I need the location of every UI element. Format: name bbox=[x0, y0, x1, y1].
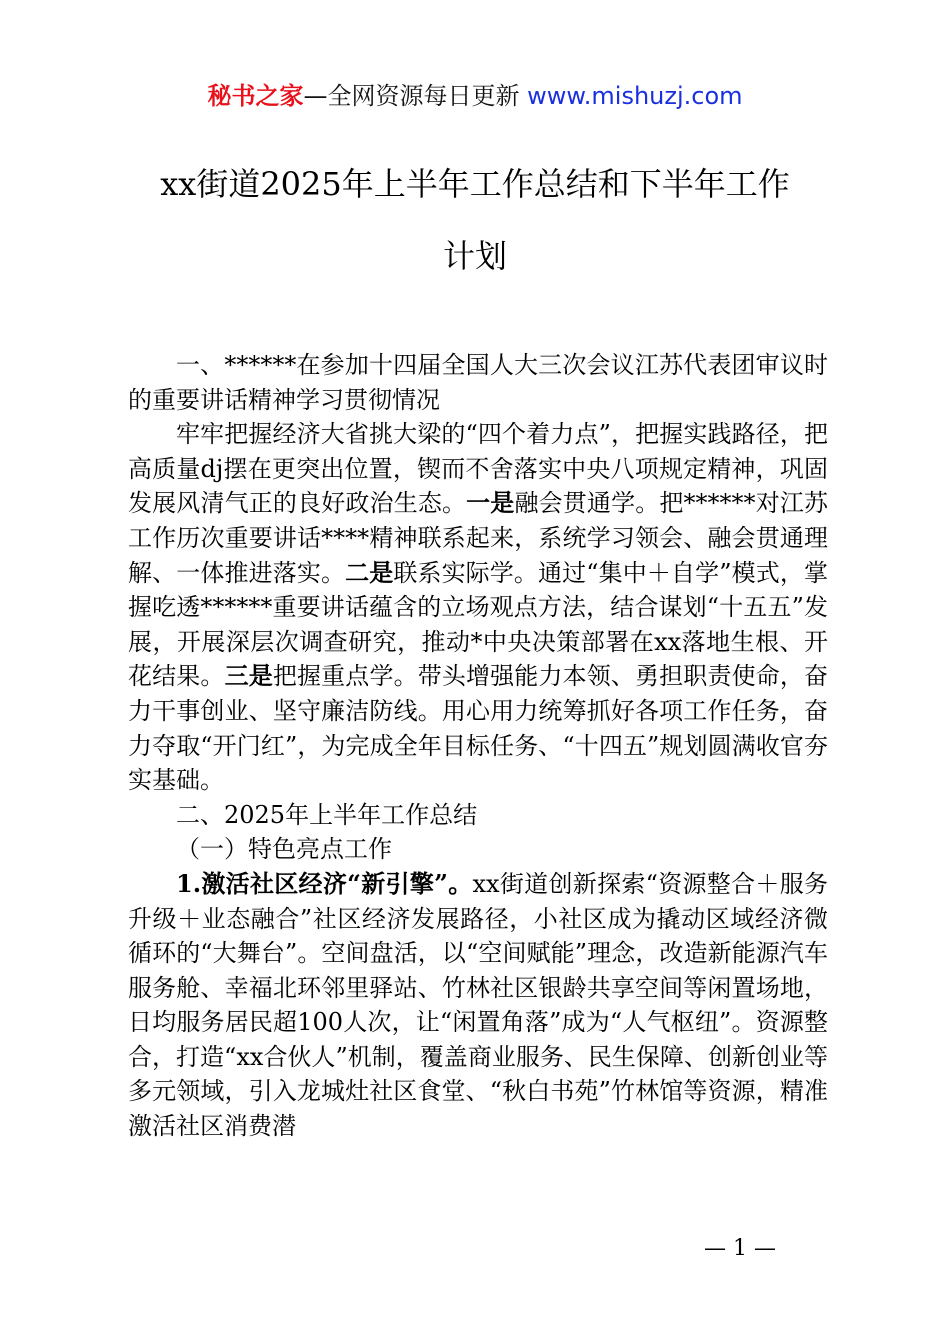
document-title bbox=[110, 162, 840, 278]
title-line-1: xx街道2025年上半年工作总结和下半年工作 bbox=[160, 165, 790, 203]
paragraph-text: 融会贯通学。把******对江苏工作历次重要讲话****精神联系起来，系统学习领会、融会贯通理解、一体推进落实。 bbox=[128, 489, 829, 587]
site-name: 秘书之家 bbox=[207, 82, 304, 110]
section-2-subheading: （一）特色亮点工作 bbox=[176, 835, 392, 864]
paragraph-text: 联系实际学。通过“集中＋自学”模式，掌握吃透******重要讲话蕴含的立场观点方法，结合谋划“十五五”发展，开展深层次调查研究，推动*中央决策部署在xx落地生根、开花结果。 bbox=[128, 558, 829, 691]
site-slogan: —全网资源每日更新 bbox=[303, 82, 528, 110]
bold-marker-3: 三是 bbox=[224, 661, 273, 691]
bold-marker-2: 二是 bbox=[345, 557, 394, 587]
site-url[interactable]: www.mishuzj.com bbox=[527, 82, 743, 110]
item-1-title: 1.激活社区经济“新引擎”。 bbox=[176, 868, 473, 898]
section-1-heading: 一、******在参加十四届全国人大三次会议江苏代表团审议时的重要讲话精神学习贯彻情况 bbox=[128, 351, 828, 414]
paragraph-text: 牢牢把握经济大省挑大梁的“四个着力点”，把握实践路径，把高质量dj摆在更突出位置，锲而不舍落实中央八项规定精神，巩固发展风清气正的良好政治生态。 bbox=[128, 420, 828, 518]
title-line-2: 计划 bbox=[442, 237, 507, 275]
section-2-item-1 bbox=[128, 867, 828, 1144]
item-1-body: xx街道创新探索“资源整合＋服务升级＋业态融合”社区经济发展路径，小社区成为撬动区域经济微循环的“大舞台”。空间盘活，以“空间赋能”理念，改造新能源汽车服务舱、幸福北环邻里驿站、竹林社区银龄共享空间等闲置场地，日均服务居民超100人次，让“闲置角落”成为“人气枢纽”。资源整合，打造“xx合伙人”机制，覆盖商业服务、民生保障、创新创业等多元领域，引入龙城灶社区食堂、“秋白书苑”竹林馆等资源，精准激活社区消费潜 bbox=[128, 869, 828, 1141]
paragraph-text: 把握重点学。带头增强能力本领、勇担职责使命，奋力干事创业、坚守廉洁防线。用心用力统筹抓好各项工作任务，奋力夺取“开门红”，为完成全年目标任务、“十四五”规划圆满收官夯实基础。 bbox=[128, 662, 829, 795]
bold-marker-1: 一是 bbox=[466, 488, 515, 518]
section-1-paragraph bbox=[128, 417, 828, 798]
document-body bbox=[128, 348, 828, 1144]
section-2-heading: 二、2025年上半年工作总结 bbox=[176, 800, 478, 829]
site-banner bbox=[0, 80, 950, 112]
page-number: — 1 — bbox=[704, 1236, 776, 1261]
